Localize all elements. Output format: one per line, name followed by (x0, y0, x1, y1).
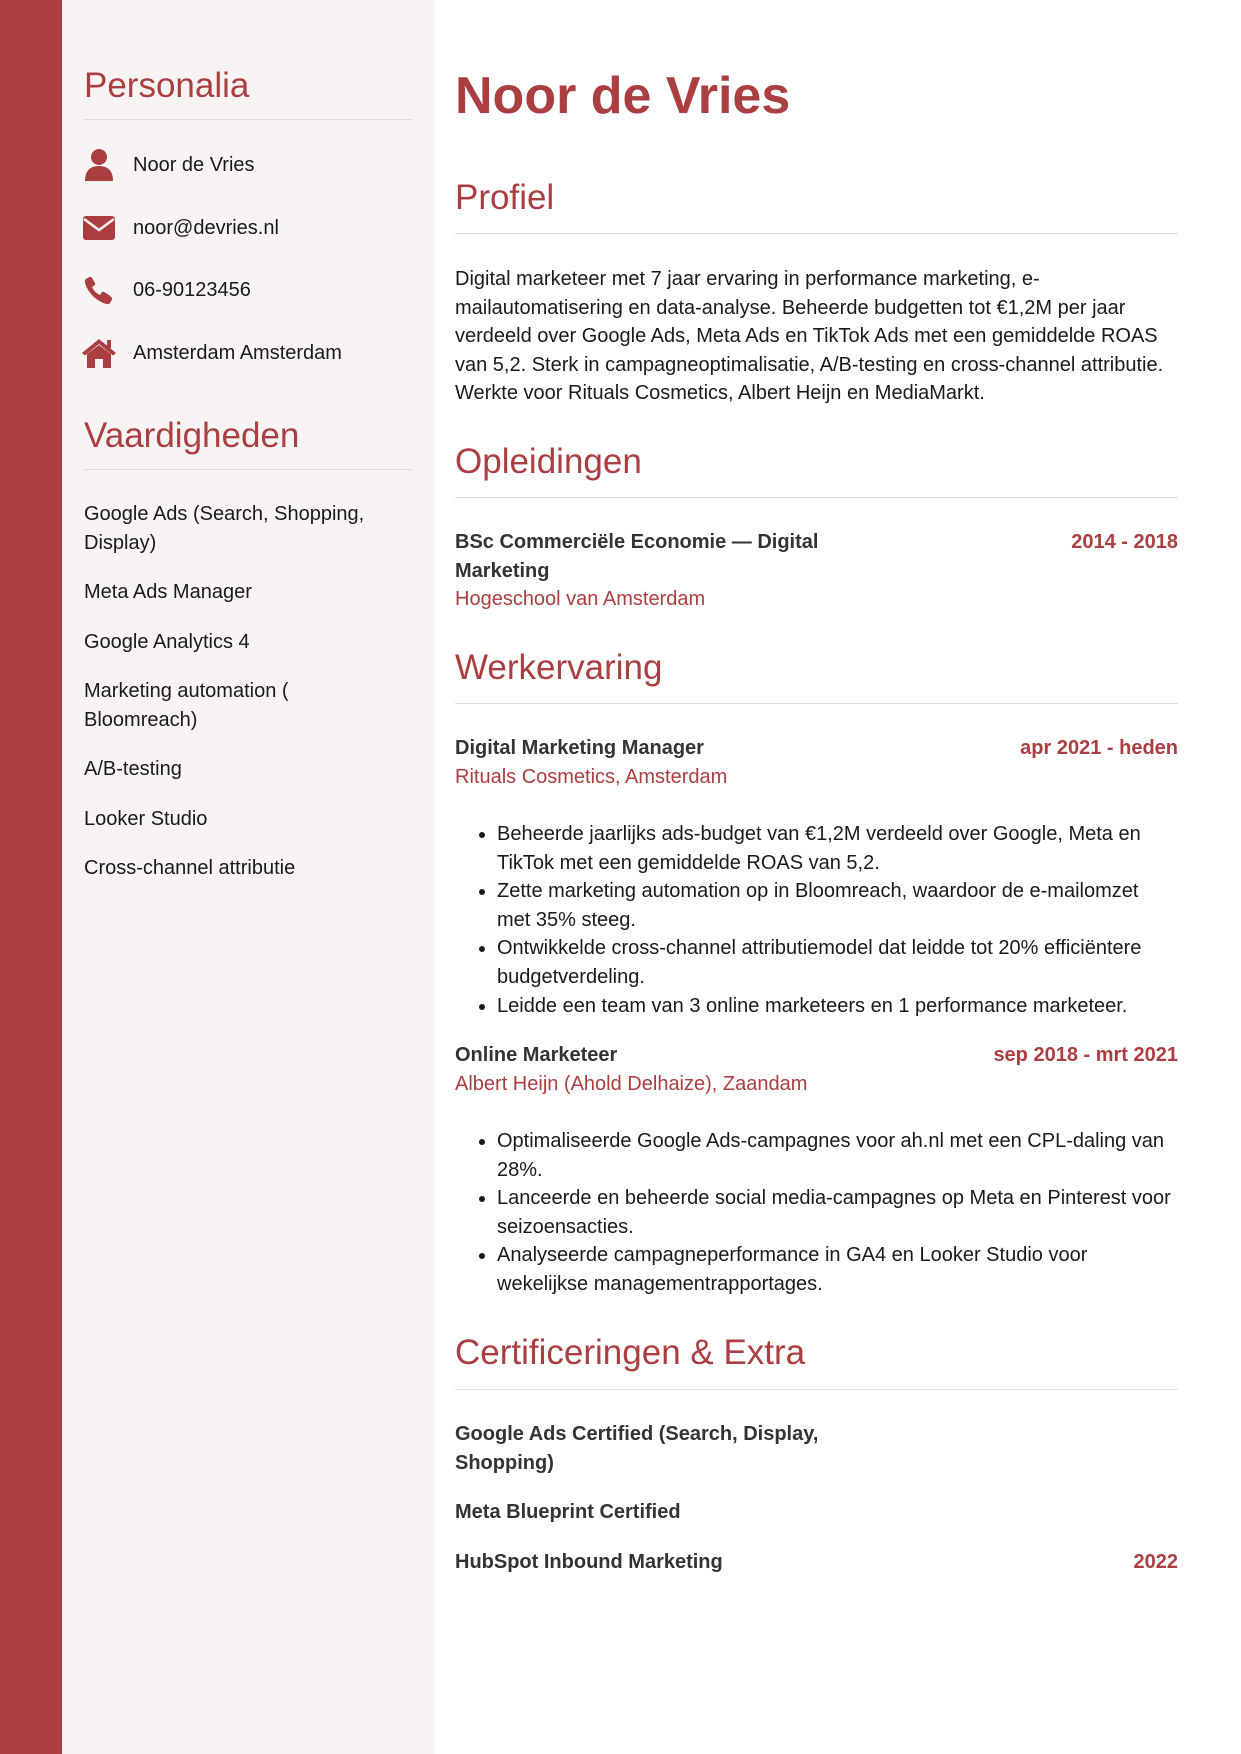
list-item: • Optimaliseerde Google Ads-campagnes voor ah.nl met een CPL-daling van 28%. (497, 1127, 1175, 1184)
skills-divider (84, 469, 413, 470)
list-item: • Lanceerde en beheerde social media-campagnes op Meta en Pinterest voor seizoensacties. (497, 1184, 1175, 1241)
profile-heading: Profiel (455, 178, 555, 217)
work-divider (455, 703, 1178, 704)
job-company: Rituals Cosmetics, Amsterdam (455, 766, 728, 788)
personalia-divider (84, 119, 413, 120)
home-icon (80, 334, 118, 372)
list-item: • Analyseerde campagneperformance in GA4 en Looker Studio voor wekelijkse managementrapportages. (497, 1241, 1175, 1298)
cert-title: HubSpot Inbound Marketing (455, 1551, 723, 1573)
job-bullets (455, 820, 1175, 1020)
skill-item: A/B-testing (84, 758, 182, 780)
contact-address: Amsterdam Amsterdam (133, 341, 342, 364)
job-date: sep 2018 - mrt 2021 (993, 1044, 1178, 1066)
contact-email-row (80, 208, 420, 248)
skill-item: Marketing automation ( Bloomreach) (84, 680, 289, 731)
skill-item: Meta Ads Manager (84, 581, 252, 603)
work-heading: Werkervaring (455, 648, 663, 687)
job-title: Digital Marketing Manager (455, 737, 704, 759)
list-item: • Leidde een team van 3 online marketeers en 1 performance marketeer. (497, 992, 1175, 1021)
personalia-heading: Personalia (84, 66, 250, 105)
contact-email[interactable]: noor@devries.nl (133, 216, 279, 239)
job-date: apr 2021 - heden (1020, 737, 1178, 759)
education-heading: Opleidingen (455, 442, 642, 481)
job-company: Albert Heijn (Ahold Delhaize), Zaandam (455, 1073, 808, 1095)
list-item: • Beheerde jaarlijks ads-budget van €1,2M verdeeld over Google, Meta en TikTok met een gemiddelde ROAS van 5,2. (497, 820, 1175, 877)
education-institution: Hogeschool van Amsterdam (455, 588, 706, 610)
skill-item: Google Analytics 4 (84, 631, 250, 653)
cert-date: 2022 (1133, 1551, 1178, 1573)
phone-icon (80, 271, 118, 309)
education-divider (455, 497, 1178, 498)
user-icon (80, 146, 118, 184)
contact-phone-row (80, 270, 420, 310)
certs-divider (455, 1389, 1178, 1390)
education-date: 2014 - 2018 (1071, 531, 1178, 553)
cert-title: Meta Blueprint Certified (455, 1501, 681, 1523)
profile-divider (455, 233, 1178, 234)
contact-address-row (80, 333, 420, 373)
job-bullets (455, 1127, 1175, 1299)
certs-heading: Certificeringen & Extra (455, 1333, 806, 1372)
candidate-name: Noor de Vries (455, 67, 791, 125)
contact-name: Noor de Vries (133, 153, 255, 176)
cert-title: Google Ads Certified (Search, Display, Shopping) (455, 1423, 819, 1474)
list-item: • Ontwikkelde cross-channel attributiemodel dat leidde tot 20% efficiëntere budgetverdeling. (497, 934, 1175, 991)
skill-item: Looker Studio (84, 808, 208, 830)
envelope-icon (80, 209, 118, 247)
contact-name-row (80, 145, 420, 185)
skills-heading: Vaardigheden (84, 416, 300, 455)
list-item: • Zette marketing automation op in Bloomreach, waardoor de e-mailomzet met 35% steeg. (497, 877, 1175, 934)
education-title: BSc Commerciële Economie — Digital Marketing (455, 531, 819, 582)
skill-item: Cross-channel attributie (84, 857, 296, 879)
contact-phone[interactable]: 06-90123456 (133, 278, 251, 301)
skill-item: Google Ads (Search, Shopping, Display) (84, 503, 365, 554)
accent-stripe (0, 0, 62, 1754)
profile-text: Digital marketeer met 7 jaar ervaring in performance marketing, e-mailautomatisering en data-analyse. Beheerde budgetten tot €1,2M per jaar verdeeld over Google Ads, Meta Ads en TikTok Ads met een gemiddelde ROAS van 5,2. Sterk in campagneoptimalisatie, A/B-testing en cross-channel attributie. Werkte voor Rituals Cosmetics, Albert Heijn en MediaMarkt. (455, 268, 1164, 405)
job-title: Online Marketeer (455, 1044, 618, 1066)
